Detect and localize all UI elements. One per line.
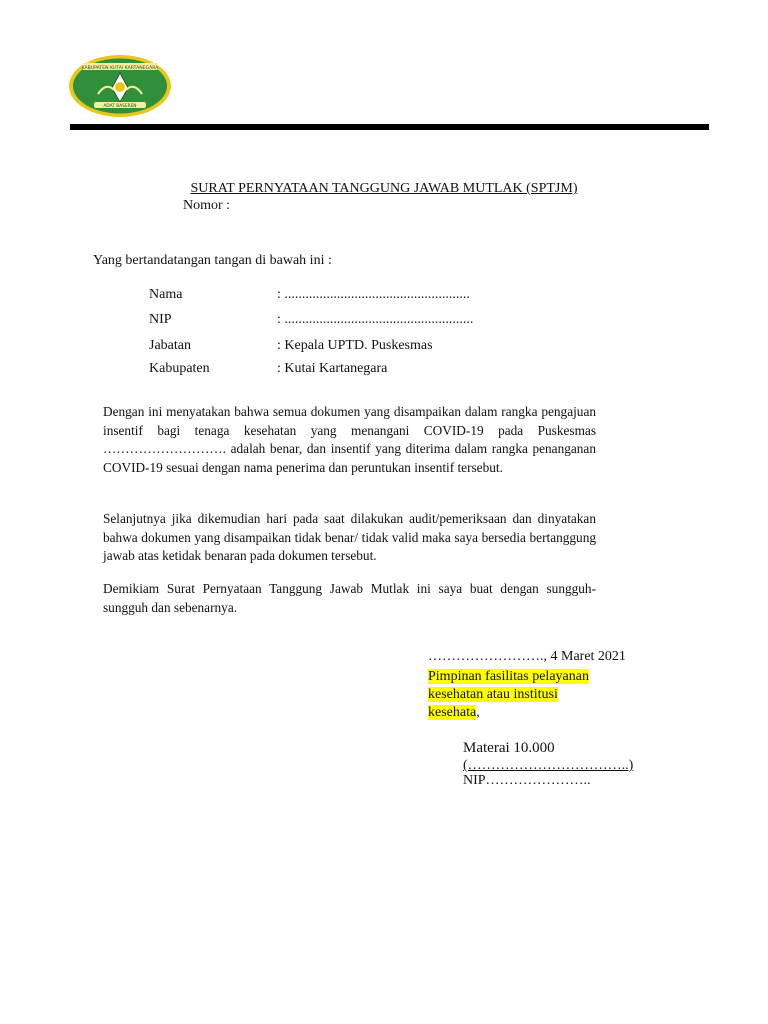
statement-paragraph: Dengan ini menyatakan bahwa semua dokumen yang disampaikan dalam rangka pengajuan insentif bagi tenaga kesehatan yang menangani COVID-19 pada Puskesmas ………………………. adalah benar, dan insentif yang diterima dalam rangka penanganan COVID-19 sesuai dengan nama penerima dan peruntukan insentif tersebut.: [103, 404, 596, 475]
intro-text: Yang bertandatangan tangan di bawah ini :: [93, 253, 332, 268]
regency-emblem-logo: [68, 54, 172, 118]
field-label: Nama: [149, 287, 183, 302]
field-label: Jabatan: [149, 338, 191, 353]
field-row-nip: [149, 312, 473, 328]
field-label: NIP: [149, 312, 172, 327]
field-value: : Kutai Kartanegara: [277, 361, 388, 376]
signer-title: [428, 668, 589, 722]
field-value: : ......................................................: [277, 312, 474, 327]
field-row-kabupaten: [149, 361, 387, 377]
logo-bottom-text: ADAT BASEREN: [103, 104, 137, 109]
closing-paragraph: Demikiam Surat Pernyataan Tanggung Jawab Mutlak ini saya buat dengan sungguh-sungguh dan sebenarnya.: [103, 581, 596, 615]
stamp-duty-label: Materai 10.000: [463, 740, 555, 756]
field-value: : Kepala UPTD. Puskesmas: [277, 338, 433, 353]
field-label: Kabupaten: [149, 361, 210, 376]
emblem-icon: [68, 54, 172, 118]
logo-top-text: KABUPATEN KUTAI KARTANEGARA: [81, 66, 159, 71]
signer-line: kesehatan atau institusi: [428, 687, 558, 702]
field-row-jabatan: [149, 338, 433, 354]
signer-name-placeholder: (……………………………..): [463, 758, 634, 773]
signer-suffix: ,: [476, 705, 480, 720]
place-date: ……………………., 4 Maret 2021: [428, 649, 626, 664]
letterhead-rule: [70, 124, 709, 130]
document-number-label: Nomor :: [183, 198, 231, 213]
document-title: SURAT PERNYATAAN TANGGUNG JAWAB MUTLAK (SPTJM): [190, 181, 578, 196]
liability-paragraph: Selanjutnya jika dikemudian hari pada saat dilakukan audit/pemeriksaan dan dinyatakan bahwa dokumen yang disampaikan tidak benar/ tidak valid maka saya bersedia bertanggung jawab atas ketidak benaran pada dokumen tersebut.: [103, 511, 596, 563]
signer-nip: NIP…………………..: [463, 773, 591, 788]
field-value: : .....................................................: [277, 287, 470, 302]
signer-line: Pimpinan fasilitas pelayanan: [428, 669, 589, 684]
signer-line: kesehata: [428, 705, 477, 720]
field-row-nama: [149, 287, 470, 303]
